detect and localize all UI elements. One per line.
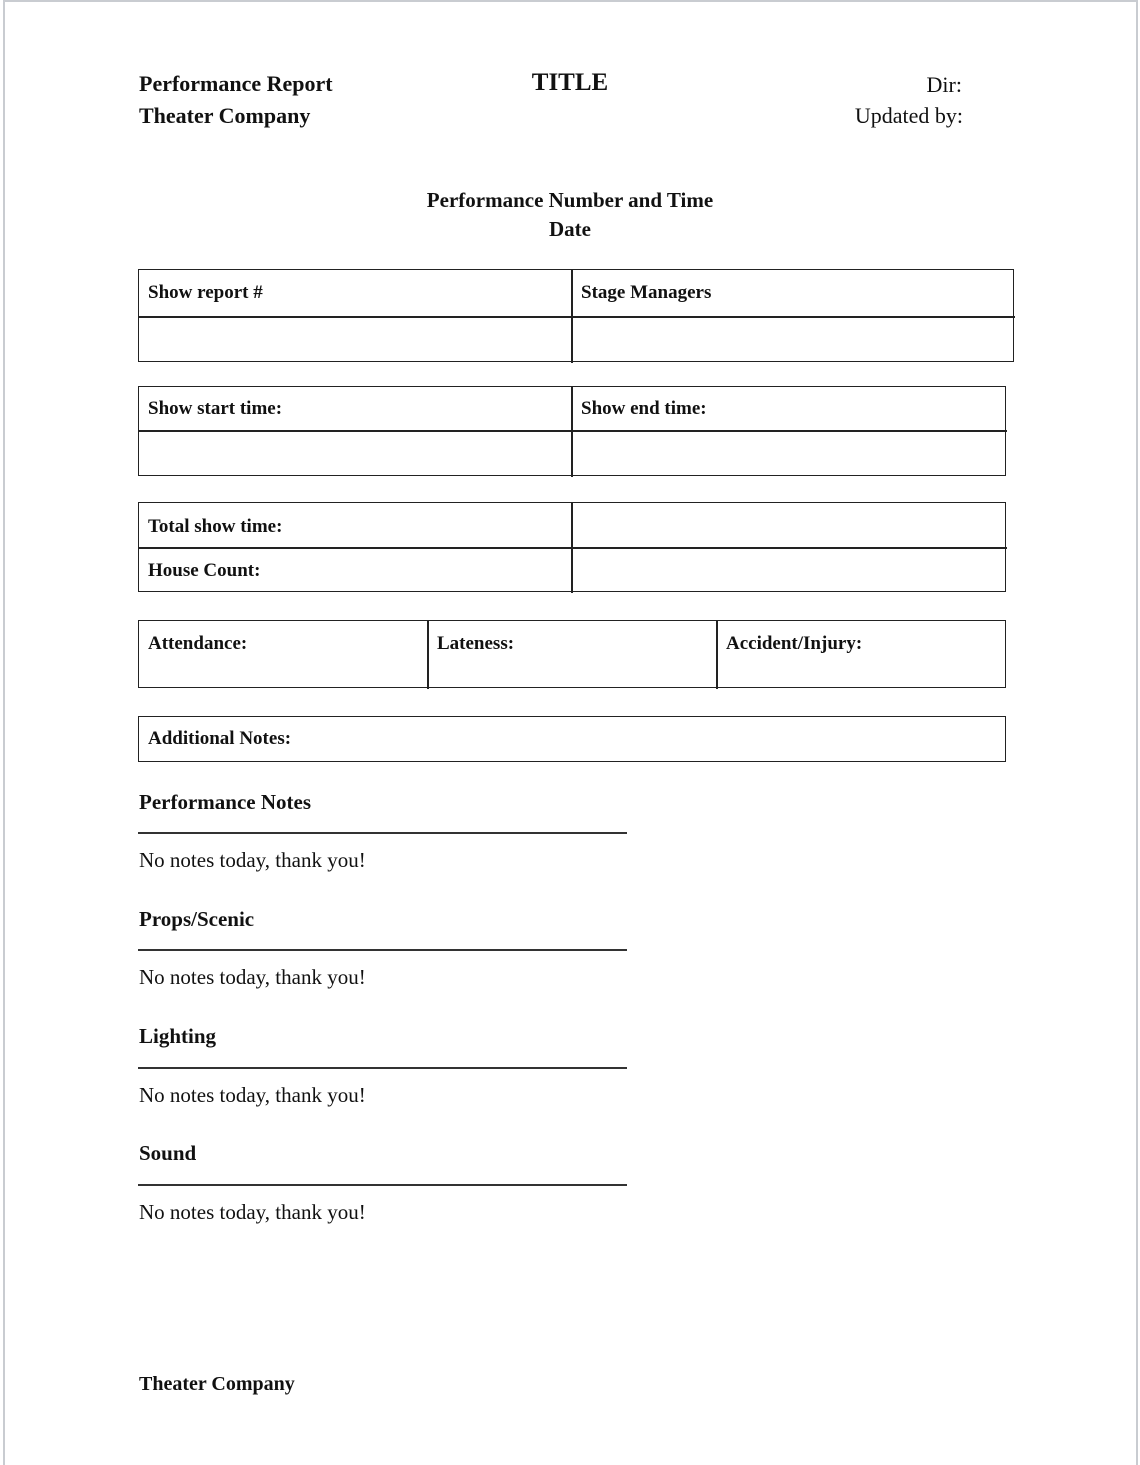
page-edge-top bbox=[3, 0, 1138, 2]
show-start-time-field[interactable] bbox=[139, 432, 571, 474]
sound-title: Sound bbox=[139, 1141, 197, 1165]
show-end-time-label: Show end time: bbox=[581, 398, 707, 419]
show-time-table bbox=[138, 386, 1006, 476]
sound-text: No notes today, thank you! bbox=[139, 1200, 366, 1224]
total-show-time-field[interactable] bbox=[573, 503, 1005, 546]
performance-number-time: Performance Number and Time bbox=[426, 188, 714, 212]
section-divider bbox=[138, 832, 627, 834]
company-name: Theater Company bbox=[139, 103, 311, 128]
stage-managers-label: Stage Managers bbox=[581, 282, 712, 303]
show-stats-table bbox=[138, 502, 1006, 592]
show-start-time-label: Show start time: bbox=[148, 398, 283, 419]
section-divider bbox=[138, 949, 627, 951]
additional-notes-label: Additional Notes: bbox=[148, 728, 292, 749]
accident-injury-label: Accident/Injury: bbox=[726, 633, 863, 654]
dir-label: Dir: bbox=[926, 72, 962, 97]
stage-managers-field[interactable] bbox=[573, 318, 1013, 360]
lighting-title: Lighting bbox=[139, 1024, 217, 1048]
performance-notes-text: No notes today, thank you! bbox=[139, 848, 366, 872]
performance-date: Date bbox=[549, 217, 591, 241]
show-end-time-field[interactable] bbox=[573, 432, 1005, 474]
show-report-number-field[interactable] bbox=[139, 318, 571, 360]
footer-company: Theater Company bbox=[139, 1373, 295, 1395]
house-count-field[interactable] bbox=[573, 549, 1005, 591]
show-report-number-label: Show report # bbox=[148, 282, 263, 303]
house-count-label: House Count: bbox=[148, 560, 261, 581]
additional-notes-table bbox=[138, 716, 1006, 762]
section-divider bbox=[138, 1067, 627, 1069]
lighting-text: No notes today, thank you! bbox=[139, 1083, 366, 1107]
props-scenic-title: Props/Scenic bbox=[139, 907, 255, 931]
section-divider bbox=[138, 1184, 627, 1186]
incidents-table bbox=[138, 620, 1006, 688]
performance-notes-title: Performance Notes bbox=[139, 790, 311, 814]
document-title: TITLE bbox=[531, 69, 609, 96]
total-show-time-label: Total show time: bbox=[148, 516, 283, 537]
updated-by-label: Updated by: bbox=[854, 103, 963, 128]
show-report-table bbox=[138, 269, 1014, 362]
report-label: Performance Report bbox=[139, 71, 333, 96]
attendance-label: Attendance: bbox=[148, 633, 248, 654]
lateness-label: Lateness: bbox=[437, 633, 515, 654]
props-scenic-text: No notes today, thank you! bbox=[139, 965, 366, 989]
